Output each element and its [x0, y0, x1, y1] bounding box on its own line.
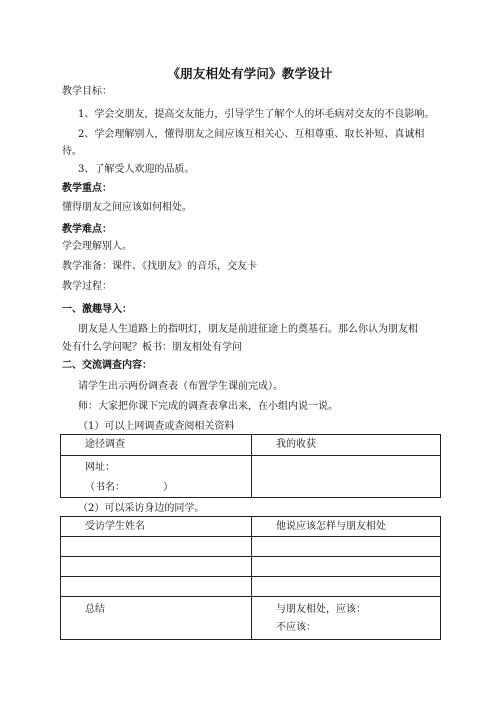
table-cell: [61, 557, 252, 577]
table-cell: [252, 597, 441, 640]
step1-line1: 朋友是人生道路上的指明灯，朋友是前进征途上的奠基石。那么你认为朋友相: [78, 324, 418, 335]
research-table: [60, 434, 441, 498]
table2-caption: （2）可以采访身边的同学。: [78, 503, 205, 514]
difficulty-heading: 教学难点：: [62, 224, 112, 235]
table-cell: [252, 557, 441, 577]
table-row: [61, 435, 441, 456]
teaching-prep: 教学准备：课件、《找朋友》的音乐，交友卡: [62, 261, 257, 272]
key-text: 懂得朋友之间应该如何相处。: [62, 202, 192, 213]
difficulty-text: 学会理解别人。: [62, 241, 132, 252]
step1-line2: 处有什么学问呢？板书：朋友相处有学问: [62, 342, 242, 353]
table1-caption: （1）可以上网调查或查阅相关资料: [78, 421, 235, 432]
table-cell: [252, 456, 441, 498]
table-cell: [61, 456, 252, 498]
table-header-cell: 途径调查: [61, 435, 252, 456]
key-heading: 教学重点：: [62, 183, 112, 194]
process-heading: 教学过程：: [62, 281, 112, 292]
book-label: （书名： ）: [85, 482, 174, 493]
table-cell: [61, 577, 252, 597]
table-header-cell: 他说应该怎样与朋友相处: [252, 517, 441, 537]
summary-label: 总结: [61, 597, 252, 640]
step1-heading: 一、激趣导入：: [62, 304, 132, 315]
table-cell: [252, 577, 441, 597]
goal-2-line1: 2、学会理解别人，懂得朋友之间应该互相关心、互相尊重、取长补短、真诚相: [78, 129, 425, 140]
website-label: 网址：: [85, 462, 115, 473]
goal-2-line2: 待。: [62, 146, 82, 157]
document-title: 《朋友相处有学问》教学设计: [167, 66, 333, 81]
table-row: [61, 577, 441, 597]
summary-should-not: 不应该：: [276, 622, 316, 633]
table-row: [61, 537, 441, 557]
step2-line1: 请学生出示两份调查表（布置学生课前完成）。: [78, 381, 283, 392]
summary-should: 与朋友相处，应该：: [276, 604, 366, 615]
step2-line2: 师：大家把你课下完成的调查表拿出来，在小组内说一说。: [78, 401, 338, 412]
table-cell: [252, 537, 441, 557]
table-header-cell: 我的收获: [252, 435, 441, 456]
goal-3: 3、了解受人欢迎的品质。: [78, 164, 195, 175]
step2-heading: 二、交流调查内容：: [62, 360, 152, 371]
goal-1: 1、学会交朋友，提高交友能力，引导学生了解个人的坏毛病对交友的不良影响。: [78, 109, 435, 120]
table-header-cell: 受访学生姓名: [61, 517, 252, 537]
table-row: [61, 557, 441, 577]
goals-heading: 教学目标：: [62, 86, 112, 97]
table-row: [61, 597, 441, 640]
table-row: [61, 517, 441, 537]
table-row: [61, 456, 441, 498]
interview-table: [60, 516, 441, 640]
table-cell: [61, 537, 252, 557]
